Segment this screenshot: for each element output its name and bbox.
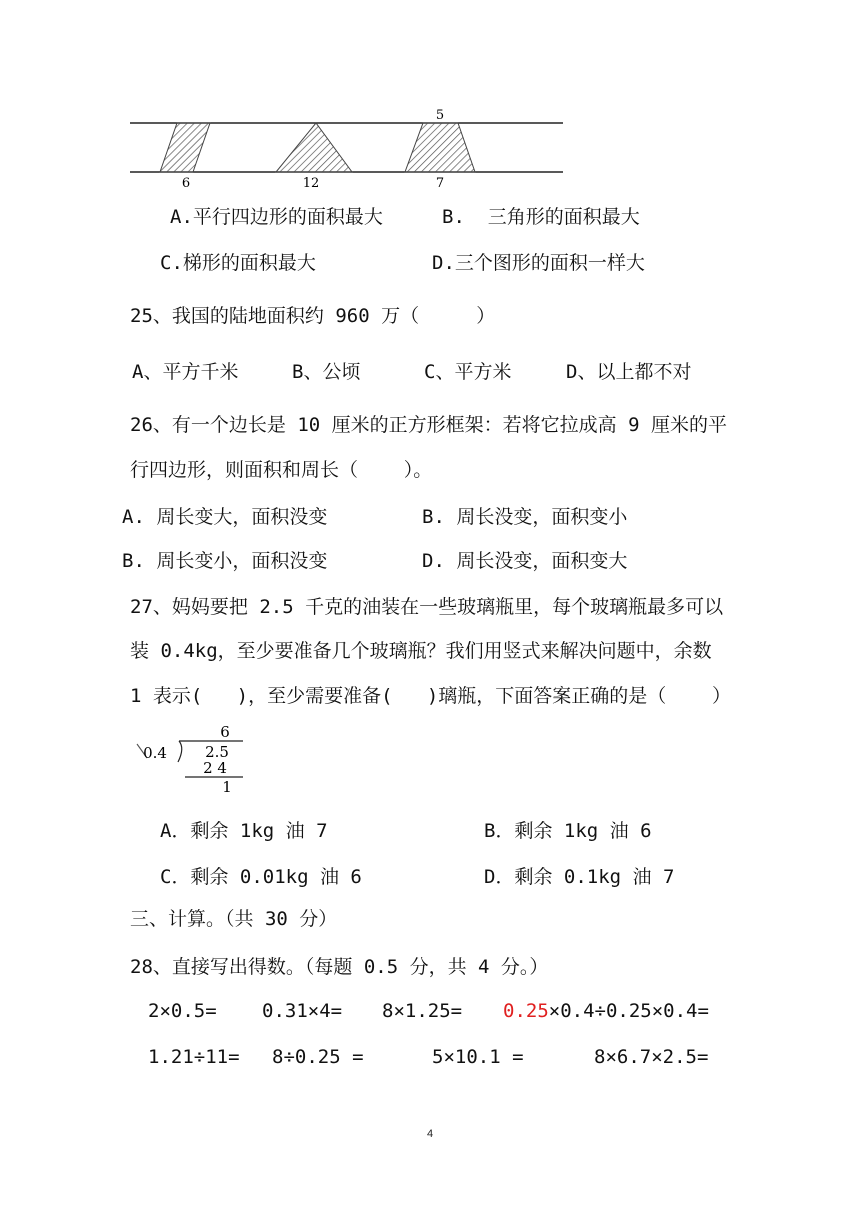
q25-option-d[interactable]: D、以上都不对 (566, 361, 692, 383)
q25-option-a[interactable]: A、平方千米 (132, 361, 239, 383)
parallelogram-shape (160, 123, 210, 172)
triangle-shape (276, 123, 352, 172)
q28-problem-4 (503, 999, 709, 1023)
q28-problem-5: 1.21÷11= (148, 1046, 240, 1068)
q26-stem-line1: 26、有一个边长是 10 厘米的正方形框架：若将它拉成高 9 厘米的平 (130, 414, 727, 436)
long-division-figure (135, 722, 265, 797)
q26-option-c[interactable]: B. 周长变小，面积没变 (122, 550, 328, 572)
division-product: 2 4 (203, 759, 227, 777)
q24-option-d[interactable]: D.三个图形的面积一样大 (432, 252, 645, 274)
trapezoid-shape (405, 123, 475, 172)
division-quotient: 6 (220, 723, 230, 741)
q25-option-b[interactable]: B、公顷 (292, 361, 361, 383)
division-remainder: 1 (222, 778, 232, 796)
q28-problem-8: 8×6.7×2.5= (594, 1046, 709, 1068)
q28-problem-4-highlight: 0.25 (503, 1000, 549, 1022)
q24-option-a[interactable]: A.平行四边形的面积最大 (170, 206, 383, 228)
division-divisor: 0.4 (143, 744, 167, 762)
q26-option-d[interactable]: D. 周长没变，面积变大 (422, 550, 628, 572)
q27-option-a[interactable]: A．剩余 1kg 油 7 (160, 820, 328, 842)
trapezoid-base-label: 7 (435, 176, 445, 190)
q28-stem: 28、直接写出得数。（每题 0.5 分，共 4 分。） (130, 956, 549, 978)
q27-option-c[interactable]: C．剩余 0.01kg 油 6 (160, 866, 362, 888)
division-bracket (178, 741, 182, 762)
q25-option-c[interactable]: C、平方米 (424, 361, 512, 383)
q27-stem-line3: 1 表示( )，至少需要准备( )璃瓶，下面答案正确的是（ ） (130, 685, 732, 707)
q26-option-b[interactable]: B. 周长没变，面积变小 (422, 506, 628, 528)
triangle-base-label: 12 (302, 176, 320, 190)
q25-stem: 25、我国的陆地面积约 960 万（ ） (130, 305, 496, 327)
trapezoid-top-label: 5 (435, 108, 445, 123)
page-number: 4 (426, 1128, 434, 1140)
section-3-title: 三、计算。（共 30 分） (130, 908, 338, 930)
q28-problem-1: 2×0.5= (148, 1000, 217, 1022)
q28-problem-6: 8÷0.25 = (272, 1046, 364, 1068)
parallel-shapes-figure (120, 105, 570, 190)
q27-option-d[interactable]: D．剩余 0.1kg 油 7 (484, 866, 675, 888)
q24-option-c[interactable]: C.梯形的面积最大 (160, 252, 316, 274)
q24-option-b[interactable]: B. 三角形的面积最大 (442, 206, 640, 228)
division-dividend: 2.5 (205, 743, 229, 761)
q27-stem-line1: 27、妈妈要把 2.5 千克的油装在一些玻璃瓶里，每个玻璃瓶最多可以 (130, 596, 724, 618)
q28-problem-7: 5×10.1 = (432, 1046, 524, 1068)
q26-option-a[interactable]: A. 周长变大，面积没变 (122, 506, 328, 528)
q27-option-b[interactable]: B．剩余 1kg 油 6 (484, 820, 652, 842)
q28-problem-2: 0.31×4= (262, 1000, 343, 1022)
parallelogram-base-label: 6 (181, 176, 191, 190)
q28-problem-4-rest: ×0.4÷0.25×0.4= (548, 1000, 709, 1022)
q28-problem-3: 8×1.25= (382, 1000, 463, 1022)
q26-stem-line2: 行四边形，则面积和周长（ ）。 (130, 459, 433, 481)
q27-stem-line2: 装 0.4kg，至少要准备几个玻璃瓶？我们用竖式来解决问题中，余数 (130, 640, 712, 662)
